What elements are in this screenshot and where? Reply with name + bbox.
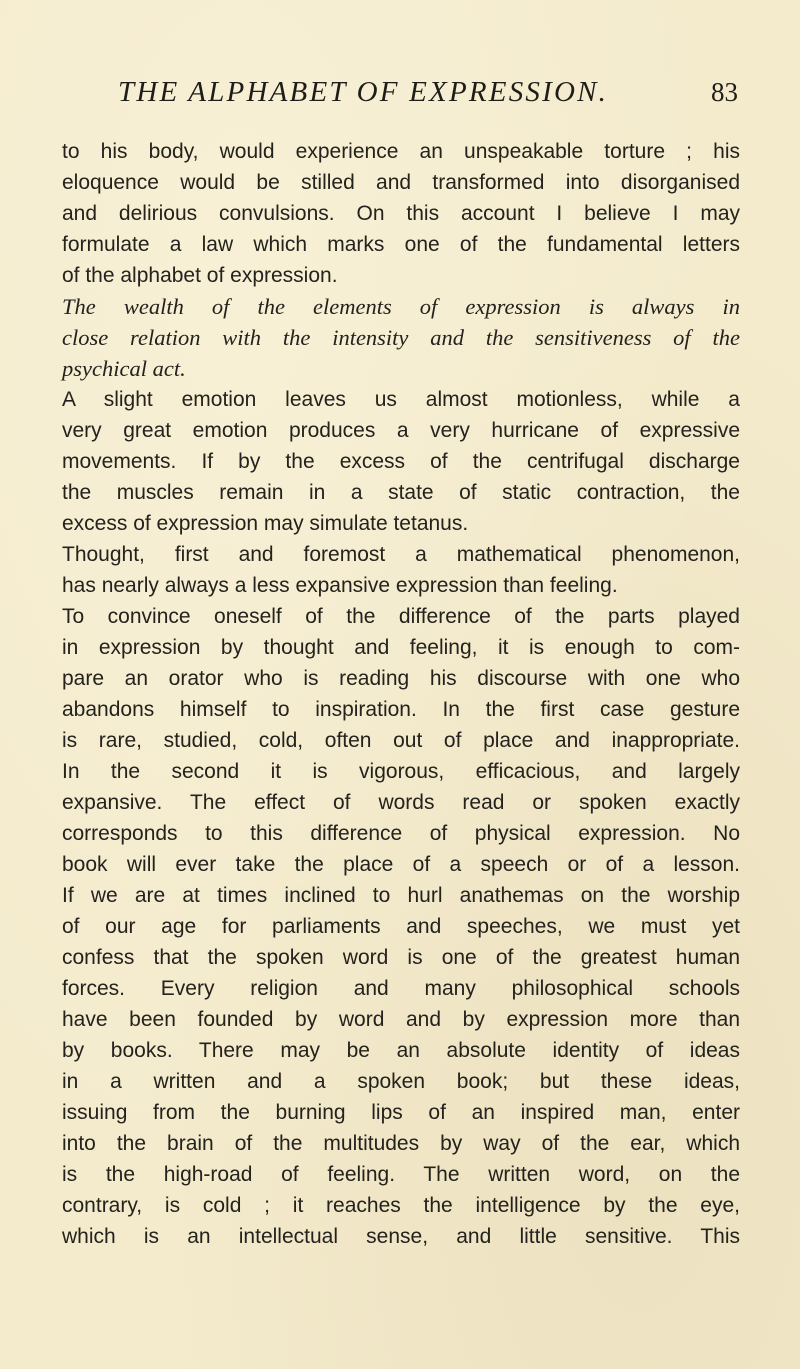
text-line: Thought, first and foremost a mathematical phenomenon, [62, 543, 740, 566]
text-line: is rare, studied, cold, often out of place and inappropriate. [62, 729, 740, 752]
text-line: has nearly always a less expansive expression than feeling. [62, 574, 618, 597]
text-line: forces. Every religion and many philosophical schools [62, 977, 740, 1000]
page-header [62, 76, 738, 116]
text-line: movements. If by the excess of the centrifugal discharge [62, 450, 740, 473]
text-line: pare an orator who is reading his discourse with one who [62, 667, 740, 690]
text-line: To convince oneself of the difference of the parts played [62, 605, 740, 628]
running-head: THE ALPHABET OF EXPRESSION. [118, 76, 609, 108]
text-line: A slight emotion leaves us almost motionless, while a [62, 388, 740, 411]
text-line: The wealth of the elements of expression is always in [62, 294, 740, 319]
text-line: of the alphabet of expression. [62, 264, 338, 287]
text-line: expansive. The effect of words read or spoken exactly [62, 791, 740, 814]
text-line: corresponds to this difference of physical expression. No [62, 822, 740, 845]
text-line: excess of expression may simulate tetanus. [62, 512, 469, 535]
page-number: 83 [711, 77, 738, 107]
text-line: have been founded by word and by expression more than [62, 1008, 740, 1031]
text-line: contrary, is cold ; it reaches the intelligence by the eye, [62, 1194, 740, 1217]
text-line: and delirious convulsions. On this account I believe I may [62, 202, 740, 225]
text-line: confess that the spoken word is one of the greatest human [62, 946, 740, 969]
text-line: of our age for parliaments and speeches, we must yet [62, 915, 740, 938]
body-text [62, 136, 740, 1252]
text-line: in a written and a spoken book; but these ideas, [62, 1070, 740, 1093]
text-line: by books. There may be an absolute identity of ideas [62, 1039, 740, 1062]
text-line: formulate a law which marks one of the fundamental letters [62, 233, 740, 256]
text-line: into the brain of the multitudes by way of the ear, which [62, 1132, 740, 1155]
text-line: which is an intellectual sense, and little sensitive. This [62, 1225, 740, 1248]
text-line: issuing from the burning lips of an inspired man, enter [62, 1101, 740, 1124]
text-line: the muscles remain in a state of static contraction, the [62, 481, 740, 504]
text-line: eloquence would be stilled and transformed into disorganised [62, 171, 740, 194]
text-line: If we are at times inclined to hurl anathemas on the worship [62, 884, 740, 907]
text-line: to his body, would experience an unspeakable torture ; his [62, 140, 740, 163]
text-line: in expression by thought and feeling, it is enough to com- [62, 636, 740, 659]
text-line: very great emotion produces a very hurricane of expressive [62, 419, 740, 442]
text-line: psychical act. [62, 356, 186, 381]
text-line: book will ever take the place of a speech or of a lesson. [62, 853, 740, 876]
text-line: abandons himself to inspiration. In the first case gesture [62, 698, 740, 721]
text-line: is the high-road of feeling. The written word, on the [62, 1163, 740, 1186]
text-line: In the second it is vigorous, efficacious, and largely [62, 760, 740, 783]
text-line: close relation with the intensity and the sensitiveness of the [62, 325, 740, 350]
